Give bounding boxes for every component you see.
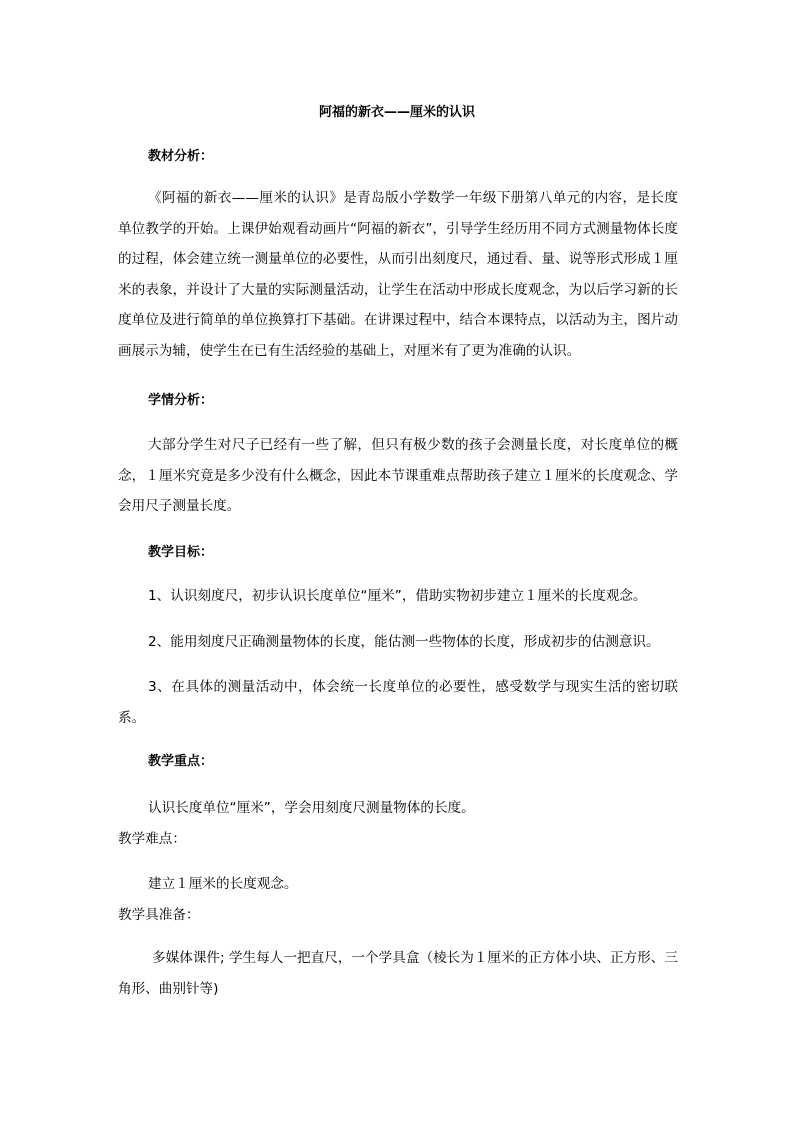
difficulties-text: 建立１厘米的长度观念。 — [148, 876, 298, 892]
textbook-analysis-paragraph: 《阿福的新衣——厘米的认识》是青岛版小学数学一年级下册第八单元的内容，是长度单位教学的开始。上课伊始观看动画片“阿福的新衣”，引导学生经历用不同方式测量物体长度的过程，体会建立统一测量单位的必要性，从而引出刻度尺，通过看、量、说等形式形成１厘米的表象，并设计了大量的实际测量活动，让学生在活动中形成长度观念，为以后学习新的长度单位及进行简单的单位换算打下基础。在讲课过程中，结合本课特点，以活动为主，图片动画展示为辅，使学生在已有生活经验的基础上，对厘米有了更为准确的认识。 — [118, 190, 678, 359]
key-points-heading: 教学重点： — [148, 754, 214, 769]
student-analysis-heading: 学情分析： — [148, 393, 214, 408]
difficulties-heading: 教学难点： — [118, 831, 186, 847]
objective-item-3: 3、在具体的测量活动中，体会统一长度单位的必要性，感受数学与现实生活的密切联系。 — [118, 679, 678, 726]
objectives-heading: 教学目标： — [148, 545, 214, 560]
materials-text: 多媒体课件; 学生每人一把直尺，一个学具盒（棱长为１厘米的正方体小块、正方形、三角形、曲别针等) — [118, 950, 678, 997]
textbook-analysis-heading: 教材分析： — [148, 149, 214, 164]
objective-item-2: 2、能用刻度尺正确测量物体的长度，能估测一些物体的长度，形成初步的估测意识。 — [148, 634, 660, 650]
key-points-text: 认识长度单位“厘米”，学会用刻度尺测量物体的长度。 — [148, 800, 475, 816]
objective-item-1: 1、认识刻度尺，初步认识长度单位“厘米”，借助实物初步建立１厘米的长度观念。 — [148, 588, 647, 604]
student-analysis-paragraph: 大部分学生对尺子已经有一些了解，但只有极少数的孩子会测量长度，对长度单位的概念，１厘米究竟是多少没有什么概念，因此本节课重难点帮助孩子建立１厘米的长度观念、学会用尺子测量长度。 — [118, 437, 678, 515]
materials-heading: 教学具准备： — [118, 907, 200, 923]
document-title: 阿福的新衣——厘米的认识 — [318, 105, 475, 120]
